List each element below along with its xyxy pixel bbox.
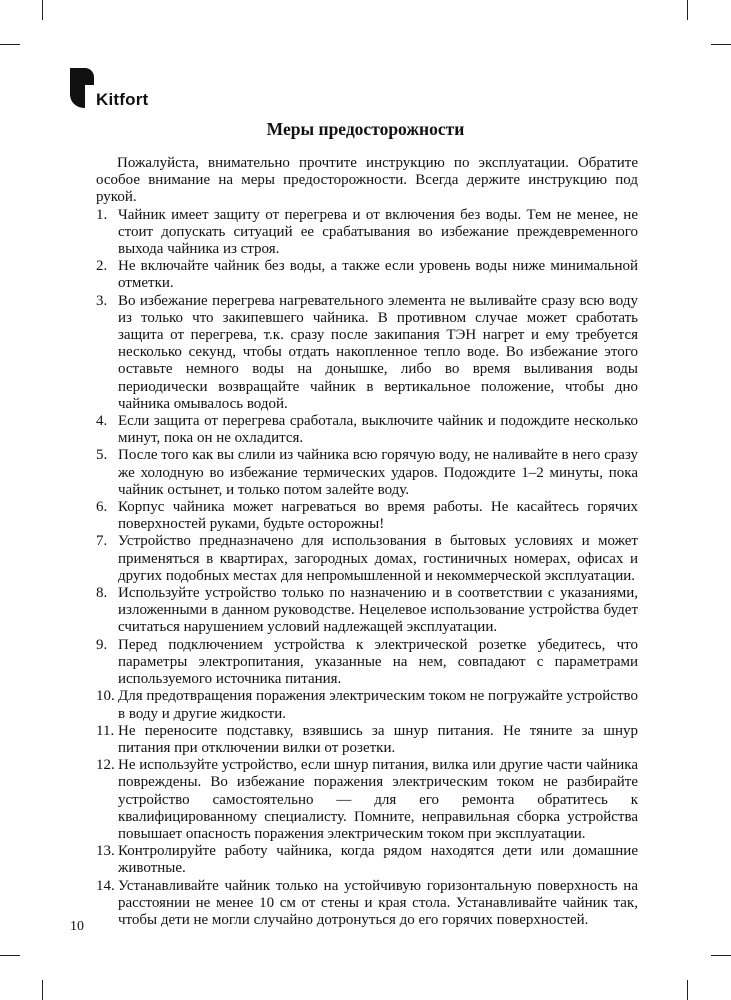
list-item-number: 8. [96,585,108,602]
page-title: Меры предосторожности [266,119,465,139]
list-item-text: Устройство предназначено для использования в бытовых условиях и может применяться в квартирах, загородных домах, гостиничных номерах, офисах и других подобных местах для непромышленной и некоммерческой эксплуатации. [118,533,638,584]
crop-mark [687,980,688,1000]
list-item [96,533,638,585]
list-item-number: 13. [96,843,115,860]
list-item [96,293,638,413]
list-item-text: Используйте устройство только по назначению и в соответствии с указаниями, изложенными в данном руководстве. Нецелевое использование устройства будет считаться нарушением условий надлежащей эксплуатации. [118,585,638,636]
crop-mark [0,44,20,45]
list-item-number: 10. [96,688,115,705]
list-item-number: 11. [96,722,115,739]
list-item-text: Не включайте чайник без воды, а также если уровень воды ниже минимальной отметки. [118,258,638,292]
list-item-text: Корпус чайника может нагреваться во время работы. Не касайтесь горячих поверхностей руками, будьте осторожны! [118,499,638,533]
list-item-number: 6. [96,499,108,516]
list-item-text: Перед подключением устройства к электрической розетке убедитесь, что параметры электропитания, указанные на нем, совпадают с параметрами используемого источника питания. [118,636,638,688]
document-body [96,155,638,929]
crop-mark [687,0,688,20]
list-item-number: 7. [96,533,108,550]
brand-name: Kitfort [96,90,149,109]
list-item-number: 2. [96,258,108,275]
list-item-text: После того как вы слили из чайника всю горячую воду, не наливайте в него сразу же холодную во избежание термических ударов. Подождите 1–2 минуты, пока чайник остынет, и только потом залейте воду. [118,447,638,498]
list-item-text: Контролируйте работу чайника, когда рядом находятся дети или домашние животные. [118,843,638,877]
list-item-text: Не используйте устройство, если шнур питания, вилка или другие части чайника повреждены. Во избежание поражения электрическим током не разбирайте устройство самостоятельно — для его ремонта обратитесь к квалифицированному специалисту. Помните, неправильная сборка устройства повышает опасность поражения электрическим током при эксплуатации. [118,757,638,842]
list-item [96,723,638,757]
crop-mark [711,955,731,956]
safety-rules-list [96,207,638,930]
list-item-number: 3. [96,292,108,309]
list-item-text: Во избежание перегрева нагревательного элемента не выливайте сразу всю воду из только что закипевшего чайника. В противном случае может сработать защита от перегрева, т.к. сразу после закипания ТЭН нагрет и ему требуется несколько секунд, чтобы отдать накопленное тепло воде. Во избежание этого оставьте немного воды на донышке, либо во время выливания воды периодически возвращайте чайник в вертикальное положение, чтобы дно чайника омывалось водой. [118,292,638,412]
list-item [96,757,638,843]
list-item [96,637,638,689]
list-item-text: Устанавливайте чайник только на устойчивую горизонтальную поверхность на расстоянии не менее 10 см от стены и края стола. Устанавливайте чайник так, чтобы дети не могли случайно дотронуться до его горячих поверхностей. [118,877,638,928]
list-item [96,585,638,637]
list-item-text: Не переносите подставку, взявшись за шнур питания. Не тяните за шнур питания при отключении вилки от розетки. [118,722,638,756]
intro-paragraph: Пожалуйста, внимательно прочтите инструкцию по эксплуатации. Обратите особое внимание на меры предосторожности. Всегда держите инструкцию под рукой. [96,155,638,206]
list-item [96,499,638,533]
kitfort-logo-icon [70,68,94,108]
list-item [96,207,638,259]
crop-mark [711,44,731,45]
list-item-number: 9. [96,636,108,653]
crop-mark [42,0,43,20]
list-item-number: 5. [96,447,108,464]
page-number: 10 [70,919,84,934]
brand-logo [70,68,148,108]
list-item [96,258,638,292]
list-item-number: 1. [96,206,108,223]
list-item-text: Для предотвращения поражения электрическим током не погружайте устройство в воду и другие жидкости. [118,688,638,722]
list-item-number: 14. [96,877,115,894]
list-item-text: Чайник имеет защиту от перегрева и от включения без воды. Тем не менее, не стоит допускать ситуаций ее срабатывания во избежание преждевременного выхода чайника из строя. [118,206,638,258]
list-item-number: 12. [96,757,115,774]
list-item [96,843,638,877]
list-item [96,878,638,930]
list-item [96,447,638,499]
list-item-text: Если защита от перегрева сработала, выключите чайник и подождите несколько минут, пока он не охладится. [118,413,638,447]
crop-mark [42,980,43,1000]
list-item-number: 4. [96,413,108,430]
crop-mark [0,955,20,956]
list-item [96,688,638,722]
list-item [96,413,638,447]
